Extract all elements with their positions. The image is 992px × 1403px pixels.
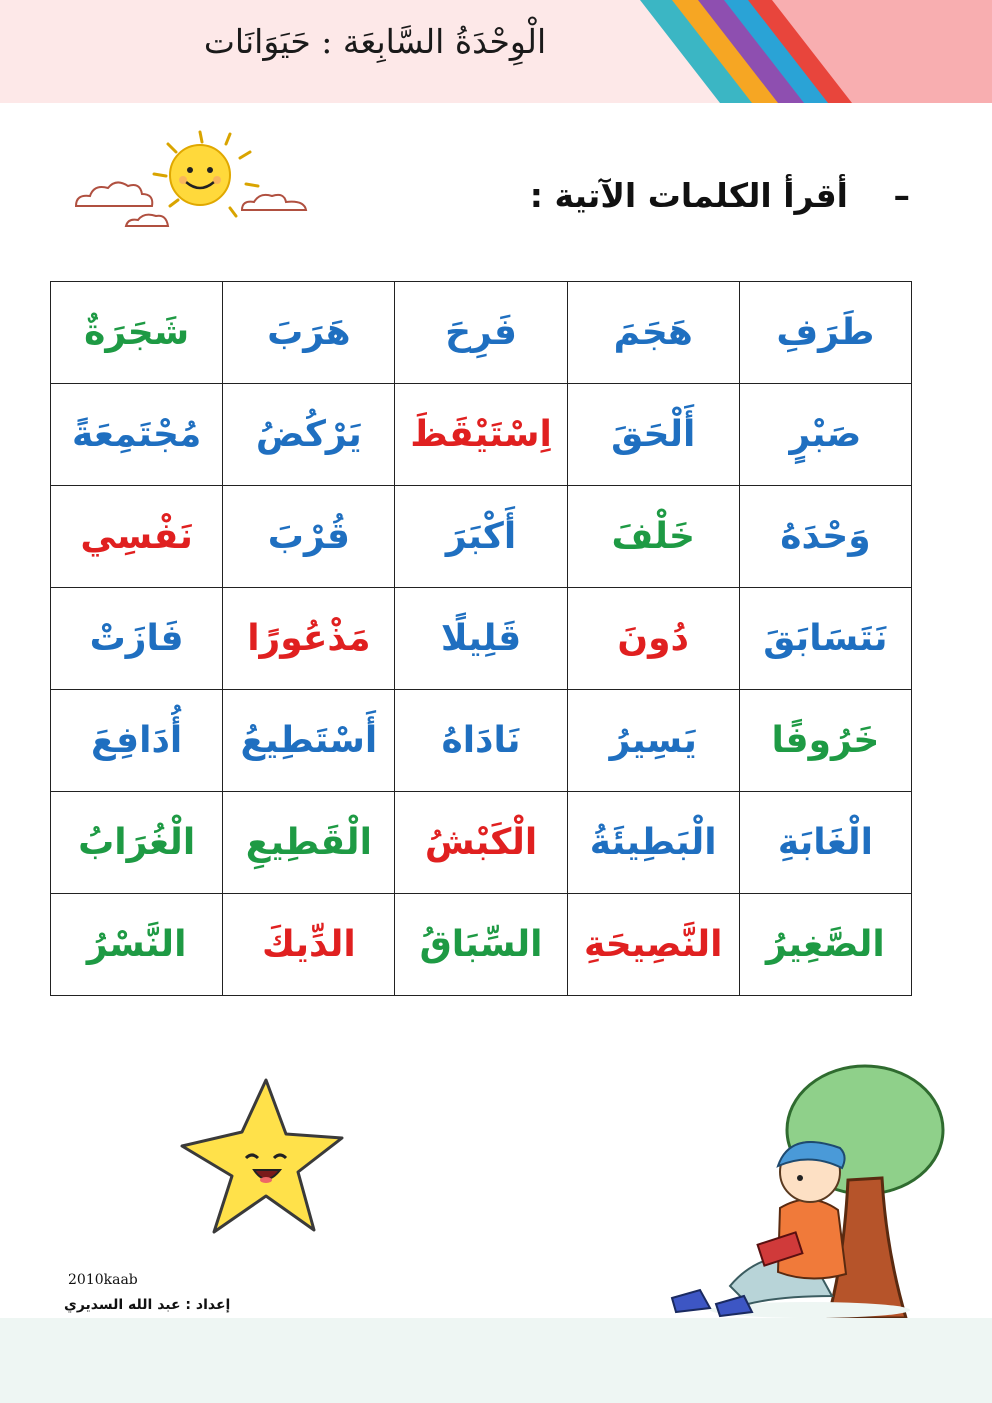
table-row xyxy=(51,486,912,588)
word-cell: الْقَطِيعِ xyxy=(223,792,395,894)
author-credit: إعداد : عبد الله السديري xyxy=(64,1297,231,1313)
word-cell: خَرُوفًا xyxy=(739,690,911,792)
footer-band xyxy=(0,1318,992,1403)
table-row xyxy=(51,792,912,894)
word-cell: طَرَفِ xyxy=(739,282,911,384)
word-cell: أَكْبَرَ xyxy=(395,486,567,588)
star-icon xyxy=(170,1072,350,1252)
word-cell: نَادَاهُ xyxy=(395,690,567,792)
word-cell: هَرَبَ xyxy=(223,282,395,384)
word-cell: شَجَرَةٌ xyxy=(51,282,223,384)
word-cell: يَسِيرُ xyxy=(567,690,739,792)
word-cell: مُجْتَمِعَةً xyxy=(51,384,223,486)
table-row xyxy=(51,588,912,690)
word-cell: فَازَتْ xyxy=(51,588,223,690)
word-cell: النَّسْرُ xyxy=(51,894,223,996)
word-cell: اِسْتَيْقَظَ xyxy=(395,384,567,486)
word-cell: يَرْكُضُ xyxy=(223,384,395,486)
word-cell: أُدَافِعَ xyxy=(51,690,223,792)
word-cell: صَبْرٍ xyxy=(739,384,911,486)
page-title: الْوِحْدَةُ السَّابِعَة : حَيَوَانَات xyxy=(203,22,547,61)
table-row xyxy=(51,690,912,792)
instruction-text: أقرأ الكلمات الآتية : xyxy=(529,176,848,215)
word-cell: الدِّيكَ xyxy=(223,894,395,996)
table-row xyxy=(51,282,912,384)
word-cell: مَذْعُورًا xyxy=(223,588,395,690)
word-table xyxy=(50,281,912,996)
word-cell: نَفْسِي xyxy=(51,486,223,588)
word-cell: نَتَسَابَقَ xyxy=(739,588,911,690)
word-cell: هَجَمَ xyxy=(567,282,739,384)
word-cell: الْبَطِيئَةُ xyxy=(567,792,739,894)
word-cell: أَسْتَطِيعُ xyxy=(223,690,395,792)
word-cell: وَحْدَهُ xyxy=(739,486,911,588)
boy-under-tree-illustration xyxy=(660,1060,950,1320)
word-cell: الْغَابَةِ xyxy=(739,792,911,894)
word-cell: قُرْبَ xyxy=(223,486,395,588)
word-cell: خَلْفَ xyxy=(567,486,739,588)
word-cell: الصَّغِيرُ xyxy=(739,894,911,996)
word-cell: السِّبَاقُ xyxy=(395,894,567,996)
table-row xyxy=(51,384,912,486)
word-cell: الْغُرَابُ xyxy=(51,792,223,894)
word-cell: قَلِيلًا xyxy=(395,588,567,690)
instruction-dash: – xyxy=(893,176,910,215)
word-cell: فَرِحَ xyxy=(395,282,567,384)
table-row xyxy=(51,894,912,996)
header-banner xyxy=(0,0,992,103)
word-cell: دُونَ xyxy=(567,588,739,690)
word-cell: النَّصِيحَةِ xyxy=(567,894,739,996)
word-cell: الْكَبْشُ xyxy=(395,792,567,894)
sun-cloud-icon xyxy=(70,128,320,238)
word-cell: أَلْحَقَ xyxy=(567,384,739,486)
instruction xyxy=(480,176,910,215)
document-code: 2010kaab xyxy=(68,1272,138,1288)
